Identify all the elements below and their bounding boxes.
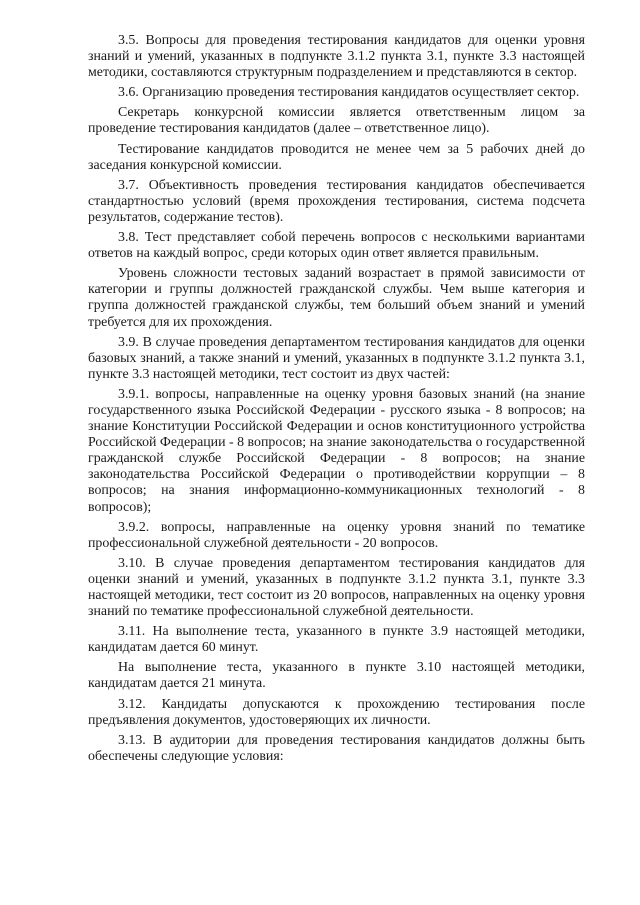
paragraph-3-9: 3.9. В случае проведения департаментом тестирования кандидатов для оценки базовых знаний, а также знаний и умений, указанных в подпункте 3.1.2 пункта 3.1, пункте 3.3 настоящей методики, тест состоит из двух частей: bbox=[88, 334, 585, 382]
paragraph-3-12: 3.12. Кандидаты допускаются к прохождению тестирования после предъявления документов, удостоверяющих их личности. bbox=[88, 696, 585, 728]
paragraph-3-9-1: 3.9.1. вопросы, направленные на оценку уровня базовых знаний (на знание государственного языка Российской Федерации - русского языка - 8 вопросов; на знание Конституции Российской Федерации и основ конституционного устройства Российской Федерации - 8 вопросов; на знание законодательства о государственной гражданской службе Российской Федерации - 8 вопросов; на знание законодательства Российской Федерации о противодействии коррупции – 8 вопросов; на знания информационно-коммуникационных технологий - 8 вопросов); bbox=[88, 386, 585, 515]
paragraph-secretary: Секретарь конкурсной комиссии является ответственным лицом за проведение тестирования кандидатов (далее – ответственное лицо). bbox=[88, 105, 585, 137]
paragraph-3-13: 3.13. В аудитории для проведения тестирования кандидатов должны быть обеспечены следующие условия: bbox=[88, 732, 585, 764]
paragraph-3-11-time: На выполнение теста, указанного в пункте 3.10 настоящей методики, кандидатам дается 21 минута. bbox=[88, 660, 585, 692]
paragraph-3-8: 3.8. Тест представляет собой перечень вопросов с несколькими вариантами ответов на каждый вопрос, среди которых один ответ является правильным. bbox=[88, 230, 585, 262]
document-page bbox=[88, 33, 585, 769]
paragraph-3-9-2: 3.9.2. вопросы, направленные на оценку уровня знаний по тематике профессиональной служебной деятельности - 20 вопросов. bbox=[88, 519, 585, 551]
paragraph-3-6: 3.6. Организацию проведения тестирования кандидатов осуществляет сектор. bbox=[118, 85, 580, 101]
paragraph-3-11: 3.11. На выполнение теста, указанного в пункте 3.9 настоящей методики, кандидатам дается 60 минут. bbox=[88, 624, 585, 656]
paragraph-difficulty: Уровень сложности тестовых заданий возрастает в прямой зависимости от категории и группы должностей гражданской службы. Чем выше категория и группа должностей гражданской службы, тем больший объем знаний и умений требуется для их прохождения. bbox=[88, 266, 585, 330]
paragraph-testing-deadline: Тестирование кандидатов проводится не менее чем за 5 рабочих дней до заседания конкурсной комиссии. bbox=[88, 141, 585, 173]
paragraph-3-10: 3.10. В случае проведения департаментом тестирования кандидатов для оценки знаний и умений, указанных в подпункте 3.1.2 пункта 3.1, пункте 3.3 настоящей методики, тест состоит из 20 вопросов, направленных на оценку уровня знаний по тематике профессиональной служебной деятельности. bbox=[88, 555, 585, 620]
paragraph-3-7: 3.7. Объективность проведения тестирования кандидатов обеспечивается стандартностью условий (время прохождения тестирования, система подсчета результатов, содержание тестов). bbox=[88, 177, 585, 225]
paragraph-3-5: 3.5. Вопросы для проведения тестирования кандидатов для оценки уровня знаний и умений, указанных в подпункте 3.1.2 пункта 3.1, пункте 3.3 настоящей методики, составляются структурным подразделением и представляются в сектор. bbox=[88, 33, 585, 81]
